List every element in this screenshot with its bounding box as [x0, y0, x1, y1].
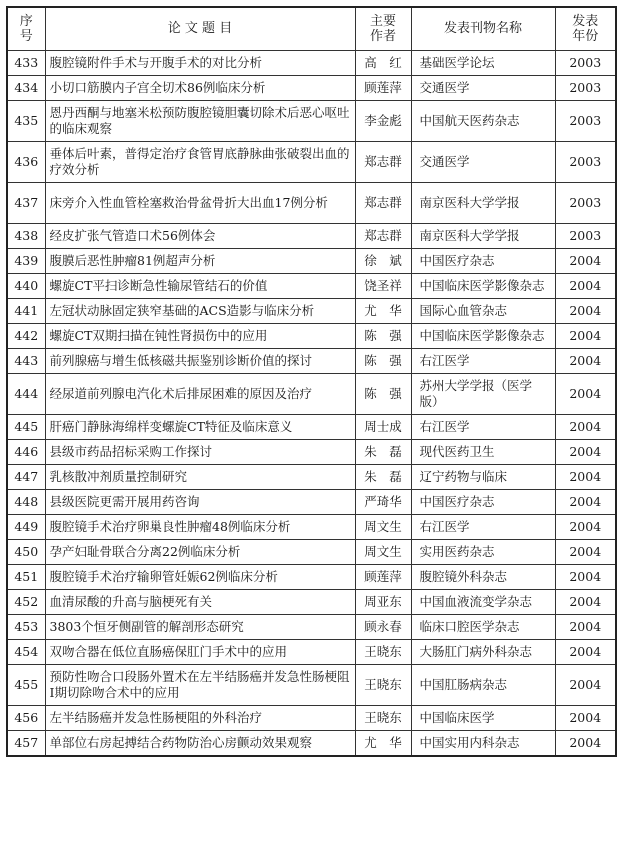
- publish-year: 2004: [555, 465, 616, 490]
- header-author: 主要 作者: [355, 7, 411, 51]
- table-row: [7, 183, 616, 224]
- paper-title: 左冠状动脉固定狭窄基础的ACS造影与临床分析: [45, 299, 355, 324]
- journal-name: 中国实用内科杂志: [411, 731, 555, 757]
- paper-title: 螺旋CT双期扫描在钝性肾损伤中的应用: [45, 324, 355, 349]
- paper-title: 小切口筋膜内子宫全切术86例临床分析: [45, 76, 355, 101]
- row-num: 450: [7, 540, 45, 565]
- row-num: 456: [7, 706, 45, 731]
- paper-title: 螺旋CT平扫诊断急性输尿管结石的价值: [45, 274, 355, 299]
- publish-year: 2004: [555, 731, 616, 757]
- row-num: 444: [7, 374, 45, 415]
- header-journal: 发表刊物名称: [411, 7, 555, 51]
- paper-title: 县级市药品招标采购工作探讨: [45, 440, 355, 465]
- paper-title: 双吻合器在低位直肠癌保肛门手术中的应用: [45, 640, 355, 665]
- journal-name: 中国医疗杂志: [411, 249, 555, 274]
- paper-title: 3803个恒牙侧副管的解剖形态研究: [45, 615, 355, 640]
- journal-name: 南京医科大学学报: [411, 224, 555, 249]
- paper-author: 郑志群: [355, 142, 411, 183]
- row-num: 441: [7, 299, 45, 324]
- row-num: 443: [7, 349, 45, 374]
- journal-name: 中国临床医学影像杂志: [411, 274, 555, 299]
- paper-author: 尤 华: [355, 731, 411, 757]
- paper-author: 徐 斌: [355, 249, 411, 274]
- publish-year: 2004: [555, 515, 616, 540]
- row-num: 447: [7, 465, 45, 490]
- paper-table: [6, 6, 617, 757]
- paper-author: 顾莲萍: [355, 76, 411, 101]
- row-num: 439: [7, 249, 45, 274]
- paper-title: 血清尿酸的升高与脑梗死有关: [45, 590, 355, 615]
- journal-name: 交通医学: [411, 142, 555, 183]
- paper-author: 陈 强: [355, 324, 411, 349]
- table-row: [7, 490, 616, 515]
- paper-author: 尤 华: [355, 299, 411, 324]
- table-row: [7, 731, 616, 757]
- publish-year: 2004: [555, 440, 616, 465]
- publish-year: 2003: [555, 142, 616, 183]
- journal-name: 大肠肛门病外科杂志: [411, 640, 555, 665]
- journal-name: 中国临床医学影像杂志: [411, 324, 555, 349]
- paper-title: 恩丹西酮与地塞米松预防腹腔镜胆囊切除术后恶心呕吐的临床观察: [45, 101, 355, 142]
- table-row: [7, 440, 616, 465]
- row-num: 454: [7, 640, 45, 665]
- paper-author: 周文生: [355, 540, 411, 565]
- journal-name: 基础医学论坛: [411, 51, 555, 76]
- publish-year: 2004: [555, 299, 616, 324]
- row-num: 445: [7, 415, 45, 440]
- table-row: [7, 224, 616, 249]
- table-row: [7, 415, 616, 440]
- paper-title: 经尿道前列腺电汽化术后排尿困难的原因及治疗: [45, 374, 355, 415]
- paper-title: 前列腺癌与增生低核磁共振鉴别诊断价值的探讨: [45, 349, 355, 374]
- row-num: 437: [7, 183, 45, 224]
- publish-year: 2004: [555, 274, 616, 299]
- table-row: [7, 540, 616, 565]
- paper-author: 朱 磊: [355, 440, 411, 465]
- table-row: [7, 51, 616, 76]
- journal-name: 苏州大学学报（医学版）: [411, 374, 555, 415]
- row-num: 455: [7, 665, 45, 706]
- table-row: [7, 274, 616, 299]
- publish-year: 2004: [555, 706, 616, 731]
- paper-title: 肝癌门静脉海绵样变螺旋CT特征及临床意义: [45, 415, 355, 440]
- table-row: [7, 349, 616, 374]
- header-num: 序 号: [7, 7, 45, 51]
- paper-author: 陈 强: [355, 374, 411, 415]
- paper-author: 顾莲萍: [355, 565, 411, 590]
- paper-author: 王晓东: [355, 665, 411, 706]
- journal-name: 右江医学: [411, 415, 555, 440]
- paper-author: 王晓东: [355, 706, 411, 731]
- publish-year: 2004: [555, 249, 616, 274]
- row-num: 440: [7, 274, 45, 299]
- row-num: 448: [7, 490, 45, 515]
- paper-title: 腹腔镜附件手术与开腹手术的对比分析: [45, 51, 355, 76]
- paper-author: 李金彪: [355, 101, 411, 142]
- table-row: [7, 142, 616, 183]
- publish-year: 2004: [555, 665, 616, 706]
- row-num: 453: [7, 615, 45, 640]
- journal-name: 中国临床医学: [411, 706, 555, 731]
- paper-title: 垂体后叶素，普得定治疗食管胃底静脉曲张破裂出血的疗效分析: [45, 142, 355, 183]
- table-row: [7, 324, 616, 349]
- paper-author: 王晓东: [355, 640, 411, 665]
- journal-name: 交通医学: [411, 76, 555, 101]
- journal-name: 现代医药卫生: [411, 440, 555, 465]
- row-num: 433: [7, 51, 45, 76]
- table-row: [7, 465, 616, 490]
- row-num: 434: [7, 76, 45, 101]
- row-num: 436: [7, 142, 45, 183]
- table-row: [7, 515, 616, 540]
- table-row: [7, 665, 616, 706]
- publish-year: 2003: [555, 224, 616, 249]
- paper-title: 左半结肠癌并发急性肠梗阻的外科治疗: [45, 706, 355, 731]
- journal-name: 国际心血管杂志: [411, 299, 555, 324]
- paper-title: 预防性吻合口段肠外置术在左半结肠癌并发急性肠梗阻Ⅰ期切除吻合术中的应用: [45, 665, 355, 706]
- journal-name: 辽宁药物与临床: [411, 465, 555, 490]
- publish-year: 2003: [555, 76, 616, 101]
- journal-name: 中国医疗杂志: [411, 490, 555, 515]
- paper-title: 单部位右房起搏结合药物防治心房颤动效果观察: [45, 731, 355, 757]
- publish-year: 2004: [555, 540, 616, 565]
- journal-name: 实用医药杂志: [411, 540, 555, 565]
- journal-name: 右江医学: [411, 349, 555, 374]
- header-title: 论 文 题 目: [45, 7, 355, 51]
- paper-title: 床旁介入性血管栓塞救治骨盆骨折大出血17例分析: [45, 183, 355, 224]
- publish-year: 2004: [555, 565, 616, 590]
- paper-title: 经皮扩张气管造口术56例体会: [45, 224, 355, 249]
- paper-title: 乳核散冲剂质量控制研究: [45, 465, 355, 490]
- table-row: [7, 615, 616, 640]
- publish-year: 2004: [555, 590, 616, 615]
- table-row: [7, 706, 616, 731]
- publish-year: 2004: [555, 615, 616, 640]
- publish-year: 2003: [555, 101, 616, 142]
- publish-year: 2003: [555, 183, 616, 224]
- paper-author: 周士成: [355, 415, 411, 440]
- paper-title: 腹腔镜手术治疗卵巢良性肿瘤48例临床分析: [45, 515, 355, 540]
- row-num: 438: [7, 224, 45, 249]
- journal-name: 中国血液流变学杂志: [411, 590, 555, 615]
- paper-author: 周亚东: [355, 590, 411, 615]
- row-num: 457: [7, 731, 45, 757]
- publish-year: 2004: [555, 640, 616, 665]
- header-year: 发表 年份: [555, 7, 616, 51]
- journal-name: 中国肛肠病杂志: [411, 665, 555, 706]
- paper-author: 严琦华: [355, 490, 411, 515]
- paper-author: 高 红: [355, 51, 411, 76]
- table-row: [7, 76, 616, 101]
- paper-author: 郑志群: [355, 183, 411, 224]
- table-row: [7, 249, 616, 274]
- journal-name: 右江医学: [411, 515, 555, 540]
- publish-year: 2004: [555, 490, 616, 515]
- paper-title: 孕产妇耻骨联合分离22例临床分析: [45, 540, 355, 565]
- paper-author: 顾永春: [355, 615, 411, 640]
- publish-year: 2004: [555, 374, 616, 415]
- paper-author: 饶圣祥: [355, 274, 411, 299]
- journal-name: 腹腔镜外科杂志: [411, 565, 555, 590]
- journal-name: 中国航天医药杂志: [411, 101, 555, 142]
- table-row: [7, 374, 616, 415]
- row-num: 451: [7, 565, 45, 590]
- row-num: 435: [7, 101, 45, 142]
- paper-author: 朱 磊: [355, 465, 411, 490]
- paper-title: 腹腔镜手术治疗输卵管妊娠62例临床分析: [45, 565, 355, 590]
- table-row: [7, 299, 616, 324]
- paper-author: 郑志群: [355, 224, 411, 249]
- publish-year: 2004: [555, 415, 616, 440]
- paper-title: 腹膜后恶性肿瘤81例超声分析: [45, 249, 355, 274]
- table-row: [7, 640, 616, 665]
- journal-name: 临床口腔医学杂志: [411, 615, 555, 640]
- table-row: [7, 590, 616, 615]
- table-row: [7, 101, 616, 142]
- table-header-row: [7, 7, 616, 51]
- row-num: 449: [7, 515, 45, 540]
- paper-title: 县级医院更需开展用药咨询: [45, 490, 355, 515]
- paper-list-page: [6, 6, 615, 757]
- publish-year: 2004: [555, 324, 616, 349]
- row-num: 442: [7, 324, 45, 349]
- publish-year: 2004: [555, 349, 616, 374]
- publish-year: 2003: [555, 51, 616, 76]
- paper-author: 陈 强: [355, 349, 411, 374]
- journal-name: 南京医科大学学报: [411, 183, 555, 224]
- row-num: 452: [7, 590, 45, 615]
- table-row: [7, 565, 616, 590]
- paper-author: 周文生: [355, 515, 411, 540]
- row-num: 446: [7, 440, 45, 465]
